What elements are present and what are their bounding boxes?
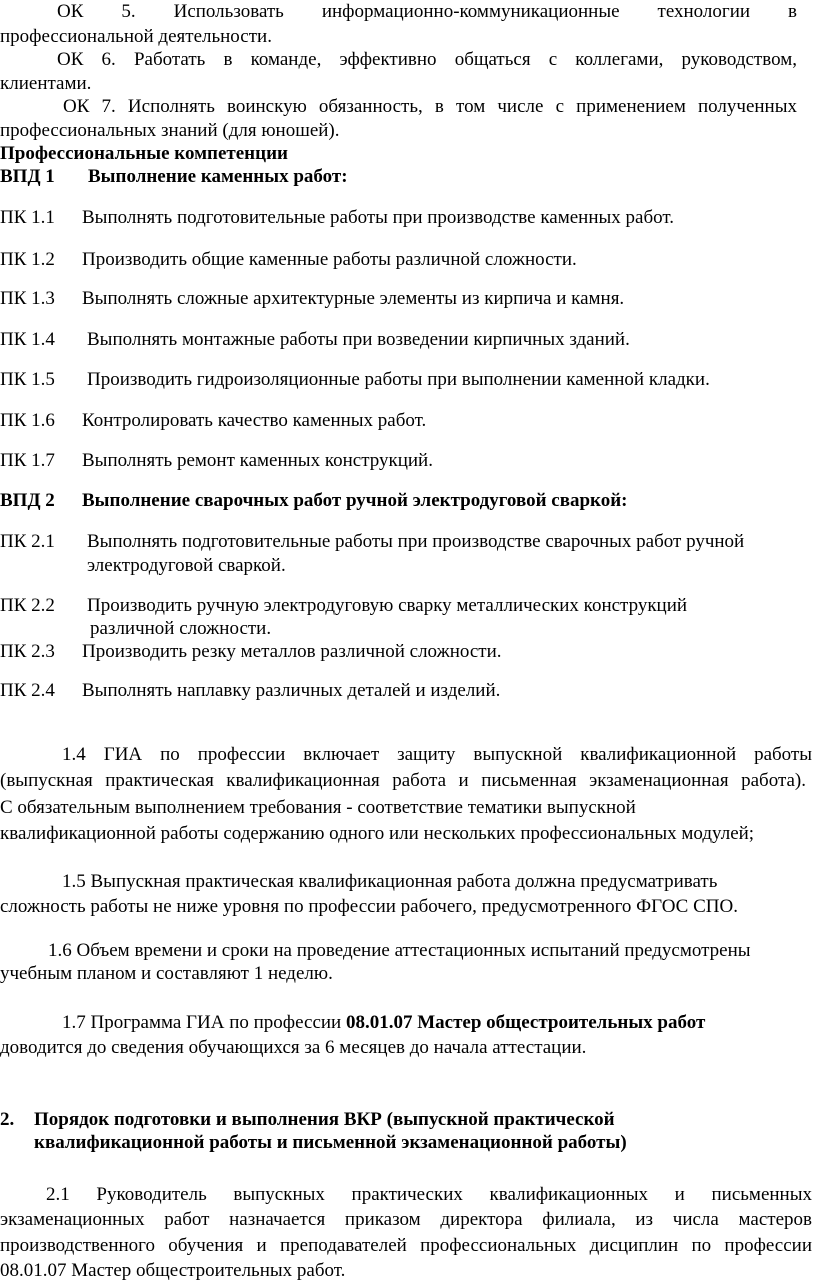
pk-text: Производить резку металлов различной сложности.: [82, 641, 502, 662]
ok6-line2: клиентами.: [0, 73, 92, 94]
p21-line3: производственного обучения и преподавателей профессиональных дисциплин по профессии: [0, 1235, 812, 1256]
p15-line1: 1.5 Выпускная практическая квалификационная работа должна предусматривать: [62, 871, 718, 892]
vpd1-code: ВПД 1: [0, 166, 55, 187]
pk-text-cont: электродуговой сваркой.: [87, 555, 286, 576]
pk-item: [0, 248, 577, 272]
pk-item: [0, 640, 502, 664]
pk-code: ПК 1.2: [0, 249, 55, 270]
p14-line2: (выпускная практическая квалификационная работа и письменная экзаменационная работа).: [0, 770, 806, 791]
pk-item: [0, 368, 710, 392]
pk-code: ПК 1.1: [0, 207, 55, 228]
pk-item: [0, 328, 630, 352]
ok5-line1: ОК 5. Использовать информационно-коммуникационные технологии в: [57, 1, 797, 22]
pk-code: ПК 2.4: [0, 680, 55, 701]
pk-text: Выполнять наплавку различных деталей и изделий.: [82, 680, 501, 701]
section2-title-line1: Порядок подготовки и выполнения ВКР (выпускной практической: [34, 1109, 615, 1130]
vpd1-heading: [0, 165, 348, 189]
section2-title-line2: квалификационной работы и письменной экзаменационной работы): [34, 1132, 627, 1153]
pk-code: ПК 2.2: [0, 595, 55, 616]
vpd2-code: ВПД 2: [0, 490, 55, 511]
section2-number: 2.: [0, 1109, 15, 1130]
p17-prefix: 1.7 Программа ГИА по профессии: [62, 1012, 346, 1033]
p21-line4: 08.01.07 Мастер общестроительных работ.: [0, 1260, 346, 1281]
pk-code: ПК 1.3: [0, 288, 55, 309]
pk-code: ПК 1.5: [0, 369, 55, 390]
p17-line2: доводится до сведения обучающихся за 6 месяцев до начала аттестации.: [0, 1037, 587, 1058]
p14-line4: квалификационной работы содержанию одного или нескольких профессиональных модулей;: [0, 823, 755, 844]
pk-item: [0, 449, 433, 473]
ok5-line2: профессиональной деятельности.: [0, 26, 272, 47]
pk-text: Выполнять подготовительные работы при производстве сварочных работ ручной: [87, 531, 745, 552]
pk-code: ПК 2.1: [0, 531, 55, 552]
pk-item: [0, 594, 687, 618]
pk-item: [0, 206, 674, 230]
pk-item: [0, 679, 500, 703]
prof-competencies-heading: Профессиональные компетенции: [0, 143, 288, 164]
p14-line1: 1.4 ГИА по профессии включает защиту выпускной квалификационной работы: [62, 744, 812, 765]
p21-line1: 2.1 Руководитель выпускных практических квалификационных и письменных: [46, 1184, 812, 1205]
vpd2-heading: [0, 489, 628, 513]
pk-code: ПК 1.7: [0, 450, 55, 471]
section2-heading: [0, 1108, 615, 1132]
pk-text: Производить ручную электродуговую сварку металлических конструкций: [87, 595, 688, 616]
p17-line1: [62, 1011, 705, 1035]
pk-text: Контролировать качество каменных работ.: [82, 410, 427, 431]
pk-text-cont: различной сложности.: [90, 618, 272, 639]
ok6-line1: ОК 6. Работать в команде, эффективно общаться с коллегами, руководством,: [57, 49, 797, 70]
p14-line3: С обязательным выполнением требования - соответствие тематики выпускной: [0, 797, 636, 818]
p17-program-title: 08.01.07 Мастер общестроительных работ: [345, 1012, 706, 1033]
pk-code: ПК 1.4: [0, 329, 55, 350]
p16-line2: учебным планом и составляют 1 неделю.: [0, 963, 333, 984]
ok7-line2: профессиональных знаний (для юношей).: [0, 120, 340, 141]
pk-item: [0, 409, 426, 433]
pk-text: Выполнять сложные архитектурные элементы из кирпича и камня.: [82, 288, 625, 309]
pk-text: Выполнять подготовительные работы при производстве каменных работ.: [82, 207, 675, 228]
pk-text: Выполнять монтажные работы при возведении кирпичных зданий.: [87, 329, 630, 350]
pk-code: ПК 2.3: [0, 641, 55, 662]
p15-line2: сложность работы не ниже уровня по профессии рабочего, предусмотренного ФГОС СПО.: [0, 896, 738, 917]
pk-text: Производить общие каменные работы различной сложности.: [82, 249, 577, 270]
p21-line2: экзаменационных работ назначается приказом директора филиала, из числа мастеров: [0, 1209, 812, 1230]
vpd2-title: Выполнение сварочных работ ручной электродуговой сваркой:: [82, 490, 628, 511]
pk-text: Производить гидроизоляционные работы при выполнении каменной кладки.: [87, 369, 710, 390]
p16-line1: 1.6 Объем времени и сроки на проведение аттестационных испытаний предусмотрены: [48, 940, 751, 961]
pk-item: [0, 530, 744, 554]
pk-code: ПК 1.6: [0, 410, 55, 431]
pk-item: [0, 287, 624, 311]
pk-text: Выполнять ремонт каменных конструкций.: [82, 450, 433, 471]
ok7-line1: ОК 7. Исполнять воинскую обязанность, в том числе с применением полученных: [63, 96, 797, 117]
vpd1-title: Выполнение каменных работ:: [88, 166, 348, 187]
